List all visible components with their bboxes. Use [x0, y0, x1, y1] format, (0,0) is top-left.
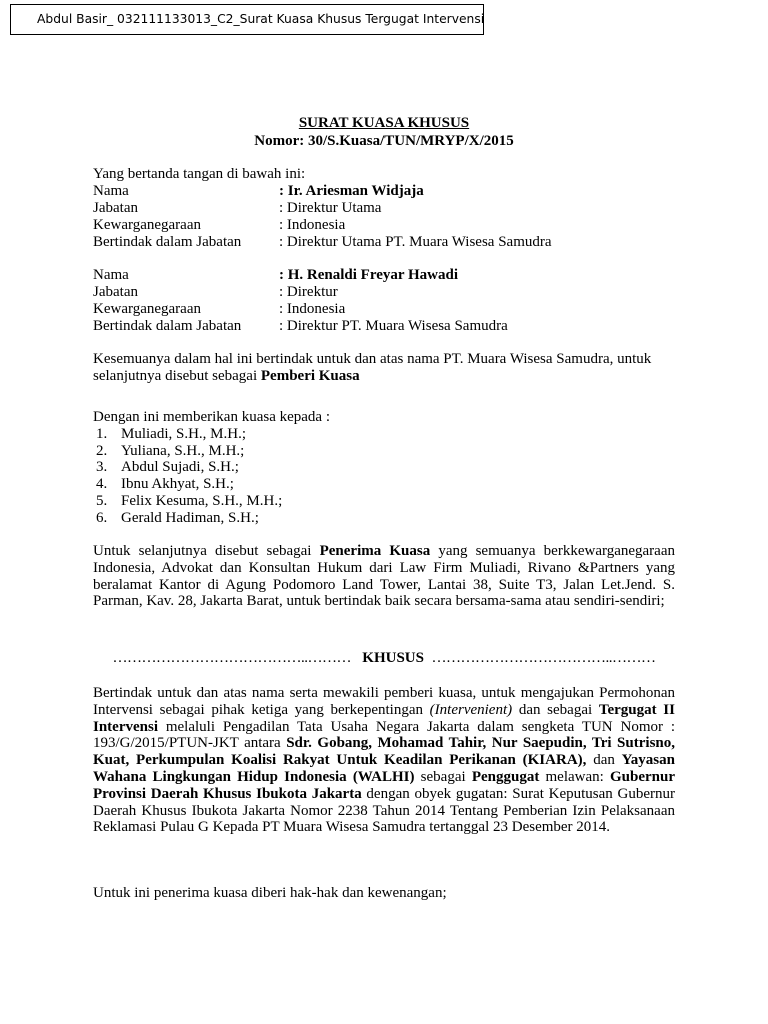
khusus-divider [93, 650, 675, 667]
field-value: : H. Renaldi Freyar Hawadi [279, 267, 459, 283]
list-number: 6. [96, 510, 108, 526]
dotted-leader-left: …………………………………..……… [112, 650, 352, 666]
field-label: Bertindak dalam Jabatan [93, 234, 242, 250]
field-label: Nama [93, 267, 129, 283]
list-number: 4. [96, 476, 108, 492]
khusus-heading: KHUSUS [362, 650, 424, 666]
body-bold: Sdr. Gobang, Mohamad Tahir, Nur Saepudin, Tri Sutrisno, Kuat, Perkumpulan Koalisi Rakyat Untuk Keadilan Perikanan (KIARA), [93, 735, 675, 769]
field-value: : Ir. Ariesman Widjaja [279, 183, 424, 199]
list-text: Ibnu Akhyat, S.H.; [121, 476, 234, 492]
body-italic: (Intervenient) [429, 701, 513, 718]
field-label: Jabatan [93, 284, 138, 300]
penerima-kuasa-paragraph [93, 543, 675, 610]
field-value: : Direktur Utama [279, 200, 382, 216]
penerima-kuasa-term: Penerima Kuasa [319, 543, 431, 559]
pemberi-kuasa-line2 [93, 368, 675, 385]
body-bold: Yayasan Wahana Lingkungan Hidup Indonesia (WALHI) [93, 752, 675, 785]
document-title: SURAT KUASA KHUSUS [298, 115, 470, 131]
list-number: 3. [96, 459, 108, 475]
field-value: : Direktur PT. Muara Wisesa Samudra [279, 318, 508, 334]
kuasa-intro: Dengan ini memberikan kuasa kepada : [93, 409, 330, 425]
field-label: Nama [93, 183, 129, 199]
penerima-body: yang semuanya berkkewarganegaraan Indonesia, Advokat dan Konsultan Hukum dari Law Firm Muliadi, Rivano &Partners yang beralamat Kantor di Agung Podomoro Land Tower, Lantai 38, Suite T3, Jalan Let.Jend. S. Parman, Kav. 28, Jakarta Barat, untuk bertindak baik secara bersama-sama atau sendiri-sendiri; [93, 543, 675, 610]
body-bold: Gubernur Provinsi Daerah Khusus Ibukota Jakarta [93, 768, 675, 802]
body-text: dengan obyek gugatan: Surat Keputusan Gubernur Daerah Khusus Ibukota Jakarta Nomor 2238 Tahun 2014 Tentang Pemberian Izin Pelaksanaan Reklamasi Pulau G Kepada PT Muara Wisesa Samudra tertanggal 23 Desember 2014. [93, 785, 676, 836]
list-number: 5. [96, 493, 108, 509]
body-bold: Penggugat [471, 768, 540, 785]
body-text: melawan: [539, 768, 610, 785]
field-label: Jabatan [93, 200, 138, 216]
dotted-leader-right: ………………………………..……… [431, 650, 656, 666]
field-value: : Direktur Utama PT. Muara Wisesa Samudra [279, 234, 552, 250]
field-value: : Indonesia [279, 301, 346, 317]
list-text: Gerald Hadiman, S.H.; [121, 510, 259, 526]
body-text: dan sebagai [512, 701, 599, 718]
list-text: Muliadi, S.H., M.H.; [121, 426, 247, 442]
body-text: melaluli Pengadilan Tata Usaha Negara Jakarta dalam sengketa TUN Nomor : 193/G/2015/PTUN-JKT antara [93, 718, 675, 752]
intro-text: Yang bertanda tangan di bawah ini: [93, 166, 306, 182]
pemberi-kuasa-term: Pemberi Kuasa [260, 368, 360, 384]
body-text: Bertindak untuk dan atas nama serta mewakili pemberi kuasa, untuk mengajukan Permohonan Intervensi sebagai pihak ketiga yang berkepentingan [93, 685, 675, 718]
field-value: : Direktur [279, 284, 338, 300]
khusus-body-paragraph [93, 685, 675, 836]
field-label: Kewarganegaraan [93, 301, 201, 317]
file-name-label: Abdul Basir_ 032111133013_C2_Surat Kuasa Khusus Tergugat Intervensi [10, 4, 484, 35]
list-text: Felix Kesuma, S.H., M.H.; [121, 493, 283, 509]
list-text: Yuliana, S.H., M.H.; [121, 443, 245, 459]
pemberi-kuasa-prefix: selanjutnya disebut sebagai [93, 368, 261, 384]
penerima-prefix: Untuk selanjutnya disebut sebagai [93, 543, 320, 559]
body-bold: Tergugat II Intervensi [93, 701, 675, 735]
list-number: 1. [96, 426, 108, 442]
field-value: : Indonesia [279, 217, 346, 233]
body-text: sebagai [414, 768, 472, 785]
list-number: 2. [96, 443, 108, 459]
field-label: Kewarganegaraan [93, 217, 201, 233]
body-text: dan [586, 752, 622, 769]
field-label: Bertindak dalam Jabatan [93, 318, 242, 334]
closing-text: Untuk ini penerima kuasa diberi hak-hak dan kewenangan; [93, 885, 447, 901]
list-text: Abdul Sujadi, S.H.; [121, 459, 239, 475]
pemberi-kuasa-line1: Kesemuanya dalam hal ini bertindak untuk dan atas nama PT. Muara Wisesa Samudra, untuk [93, 351, 652, 367]
document-number: Nomor: 30/S.Kuasa/TUN/MRYP/X/2015 [254, 133, 514, 149]
